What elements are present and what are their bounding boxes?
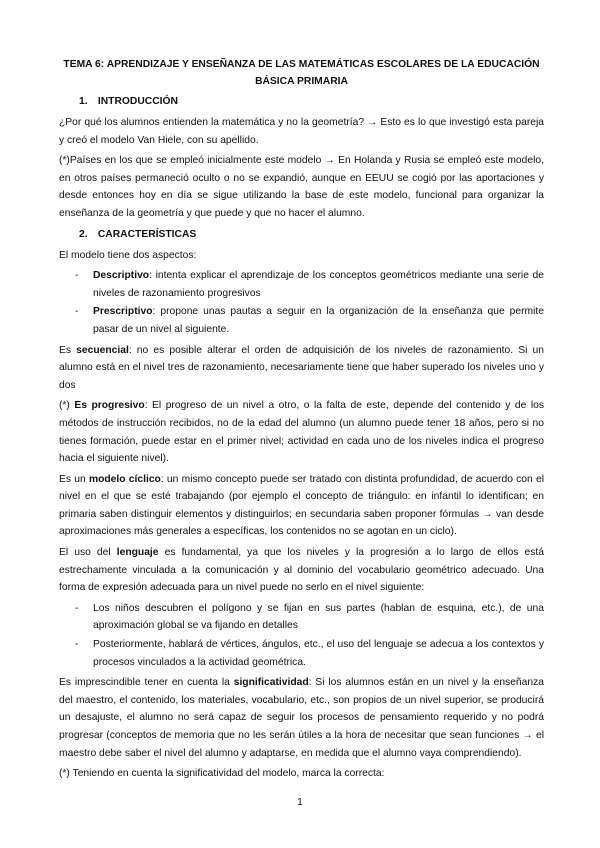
- term-descriptivo: Descriptivo: [93, 270, 150, 282]
- term-lenguaje: lenguaje: [116, 547, 159, 559]
- section-heading-introduccion: [79, 93, 544, 110]
- intro-paragraph-2: (*)Países en los que se empleó inicialmente este modelo → En Holanda y Rusia se empleó este modelo, en otros países permaneció oculto o no se expandió, aunque en EEUU se cogió por las aportaciones y desde entonces hoy en día se sigue utilizando la base de este modelo, funcional para organizar la enseñanza de la geometría y que puede y que no hacer el alumno.: [59, 155, 544, 219]
- list-item: - Posteriormente, hablará de vértices, ángulos, etc., el uso del lenguaje se adecua a los contextos y procesos vinculados a la actividad geométrica.: [59, 636, 544, 671]
- document-title: TEMA 6: APRENDIZAJE Y ENSEÑANZA DE LAS MATEMÁTICAS ESCOLARES DE LA EDUCACIÓN BÁSICA PRIMARIA: [63, 59, 540, 87]
- page-number: 1: [297, 797, 303, 808]
- term-ciclico: modelo cíclico: [88, 473, 161, 485]
- section-title: CARACTERÍSTICAS: [97, 228, 197, 240]
- paragraph-secuencial: [59, 342, 544, 395]
- term-progresivo: Es progresivo: [74, 400, 145, 412]
- intro-paragraph-1: ¿Por qué los alumnos entienden la matemática y no la geometría? → Esto es lo que investigó esta pareja y creó el modelo Van Hiele, con su apellido.: [59, 117, 544, 146]
- term-significatividad: significatividad: [233, 677, 309, 689]
- document-page: [59, 56, 544, 786]
- paragraph-final: (*) Teniendo en cuenta la significatividad del modelo, marca la correcta:: [59, 768, 385, 780]
- aspects-list: [59, 267, 544, 338]
- paragraph-text: : un mismo concepto puede ser tratado con distinta profundidad, de acuerdo con el nivel en el que se esté trabajando (por ejemplo el concepto de triángulo: en infantil lo identifican; en primaria saben distinguir elementos y distinguirlos; en secundaria saben proponer fórmulas → van desde aproximaciones más generales a específicas, los contenidos no se agotan en un ciclo).: [59, 473, 544, 538]
- paragraph-lenguaje: [59, 544, 544, 597]
- list-item: [59, 267, 544, 302]
- paragraph-ciclico: [59, 471, 544, 541]
- paragraph-prefix: Es: [59, 344, 77, 356]
- paragraph-text: : no es posible alterar el orden de adquisición de los niveles de razonamiento. Si un alumno está en el nivel tres de razonamiento, necesariamente tiene que haber superado los niveles uno y dos: [59, 344, 544, 391]
- section-number: 2.: [79, 228, 88, 240]
- term-secuencial: secuencial: [76, 344, 129, 356]
- paragraph-text: es fundamental, ya que los niveles y la progresión a lo largo de ellos está estrechamente vinculada a la comunicación y al dominio del vocabulario geométrico adecuado. Una forma de expresión adecuada para un nivel puede no serlo en el nivel siguiente:: [59, 547, 544, 594]
- paragraph-prefix: El uso del: [59, 547, 117, 559]
- paragraph-prefix: (*): [59, 400, 75, 412]
- paragraph-progresivo: [59, 397, 544, 467]
- list-item-text: : propone unas pautas a seguir en la organización de la enseñanza que permite pasar de un nivel al siguiente.: [93, 306, 544, 335]
- paragraph-significatividad: [59, 674, 544, 762]
- list-item: [59, 303, 544, 338]
- section-title: INTRODUCCIÓN: [97, 96, 178, 107]
- term-prescriptivo: Prescriptivo: [93, 306, 153, 318]
- section-heading-caracteristicas: [79, 226, 544, 243]
- list-item: - Los niños descubren el polígono y se fijan en sus partes (hablan de esquina, etc.), de una aproximación global se va fijando en detalles: [59, 600, 544, 635]
- aspects-lead: El modelo tiene dos aspectos:: [59, 249, 197, 261]
- section-number: 1.: [79, 96, 88, 107]
- paragraph-text: : El progreso de un nivel a otro, o la falta de este, depende del contenido y de los métodos de instrucción recibidos, no de la edad del alumno (un alumno puede tener 18 años, pero si no tienes formación, puede estar en el primer nivel; actividad en cada uno de los niveles indica el progreso hacia el siguiente nivel).: [59, 400, 544, 465]
- paragraph-prefix: Es imprescindible tener en cuenta la: [59, 677, 234, 689]
- list-item-text: : intenta explicar el aprendizaje de los conceptos geométricos mediante una serie de niveles de razonamiento progresivos: [93, 270, 544, 299]
- paragraph-prefix: Es un: [59, 473, 89, 485]
- lenguaje-list: [59, 600, 544, 671]
- paragraph-text: : Si los alumnos están en un nivel y la enseñanza del maestro, el contenido, los materiales, vocabulario, etc., son propios de un nivel superior, se producirá un desajuste, el alumno no será capaz de seguir los procesos de pensamiento requerido y no podrá progresar (conceptos de memoria que no les serán útiles a la hora de necesitar que sean funciones → el maestro debe saber el nivel del alumno y adaptarse, en medida que el alumno vaya comprendiendo).: [59, 677, 544, 759]
